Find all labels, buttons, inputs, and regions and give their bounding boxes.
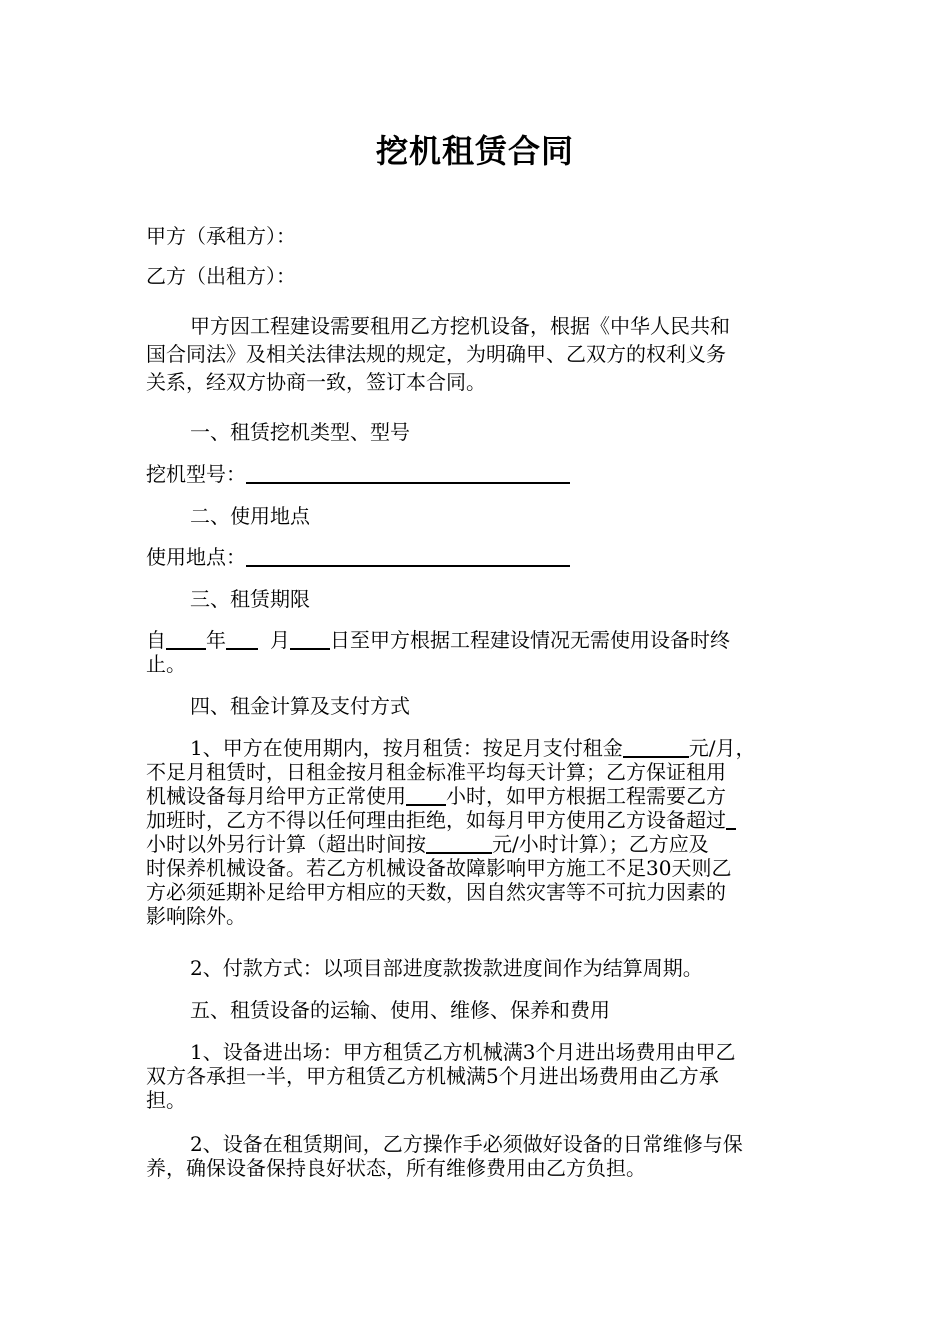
rent-line xyxy=(146,832,816,856)
section-1-heading: 一、租赁挖机类型、型号 xyxy=(190,420,410,444)
month-label: 月 xyxy=(270,628,290,652)
rent-calculation-paragraph xyxy=(146,736,816,928)
usage-location-field xyxy=(146,545,816,569)
start-month-blank[interactable] xyxy=(226,628,258,650)
lease-term-paragraph xyxy=(146,628,816,676)
rent-text: 小时，如甲方根据工程需要乙方 xyxy=(446,784,726,808)
transport-line: 担。 xyxy=(146,1088,186,1112)
section-5-heading: 五、租赁设备的运输、使用、维修、保养和费用 xyxy=(190,998,610,1022)
document-title: 挖机租赁合同 xyxy=(375,132,574,170)
transport-line: 1、设备进出场：甲方租赁乙方机械满3个月进出场费用由甲乙 xyxy=(190,1040,736,1064)
party-b-label: 乙方（出租方）： xyxy=(146,264,296,288)
rent-line: 不足月租赁时，日租金按月租金标准平均每天计算；乙方保证租用 xyxy=(146,760,726,784)
maintenance-paragraph xyxy=(146,1132,816,1180)
rent-line: 影响除外。 xyxy=(146,904,246,928)
lease-term-suffix: 日至甲方根据工程建设情况无需使用设备时终 xyxy=(330,628,730,652)
section-3-heading: 三、租赁期限 xyxy=(190,587,310,611)
maintenance-line: 2、设备在租赁期间，乙方操作手必须做好设备的日常维修与保 xyxy=(190,1132,743,1156)
preamble-line: 甲方因工程建设需要租用乙方挖机设备，根据《中华人民共和 xyxy=(190,314,730,338)
usage-location-label: 使用地点： xyxy=(146,545,246,569)
lease-term-line xyxy=(146,628,816,652)
preamble-paragraph xyxy=(146,314,816,394)
rent-text: 加班时，乙方不得以任何理由拒绝，如每月甲方使用乙方设备超过 xyxy=(146,808,726,832)
rent-line xyxy=(146,784,816,808)
rent-line xyxy=(146,736,816,760)
start-year-blank[interactable] xyxy=(166,628,206,650)
rent-text: 元/小时计算）；乙方应及 xyxy=(492,832,709,856)
lease-term-line: 止。 xyxy=(146,652,186,676)
transport-line: 双方各承担一半，甲方租赁乙方机械满5个月进出场费用由乙方承 xyxy=(146,1064,719,1088)
start-day-blank[interactable] xyxy=(290,628,330,650)
rent-line: 时保养机械设备。若乙方机械设备故障影响甲方施工不足30天则乙 xyxy=(146,856,732,880)
overtime-rate-blank[interactable] xyxy=(426,832,492,854)
excavator-model-label: 挖机型号： xyxy=(146,462,246,486)
rent-text: 1、甲方在使用期内，按月租赁：按足月支付租金 xyxy=(190,736,623,760)
rent-line xyxy=(146,808,816,832)
rent-unit: 元/月， xyxy=(688,736,756,760)
excavator-model-field xyxy=(146,462,816,486)
usage-hours-blank[interactable] xyxy=(406,784,446,806)
party-a-label: 甲方（承租方）： xyxy=(146,224,296,248)
excavator-model-blank[interactable] xyxy=(246,462,570,484)
section-4-heading: 四、租金计算及支付方式 xyxy=(190,694,410,718)
overtime-hours-blank[interactable] xyxy=(726,808,736,830)
preamble-line: 国合同法》及相关法律法规的规定，为明确甲、乙双方的权利义务 xyxy=(146,342,726,366)
usage-location-blank[interactable] xyxy=(246,545,570,567)
section-2-heading: 二、使用地点 xyxy=(190,504,310,528)
transport-paragraph xyxy=(146,1040,816,1112)
rent-line: 方必须延期补足给甲方相应的天数，因自然灾害等不可抗力因素的 xyxy=(146,880,726,904)
year-label: 年 xyxy=(206,628,226,652)
payment-method-line: 2、付款方式：以项目部进度款拨款进度间作为结算周期。 xyxy=(190,956,703,980)
monthly-rent-blank[interactable] xyxy=(623,736,689,758)
lease-term-prefix: 自 xyxy=(146,628,166,652)
rent-text: 小时以外另行计算（超出时间按 xyxy=(146,832,426,856)
rent-text: 机械设备每月给甲方正常使用 xyxy=(146,784,406,808)
preamble-line: 关系，经双方协商一致，签订本合同。 xyxy=(146,370,486,394)
maintenance-line: 养，确保设备保持良好状态，所有维修费用由乙方负担。 xyxy=(146,1156,646,1180)
